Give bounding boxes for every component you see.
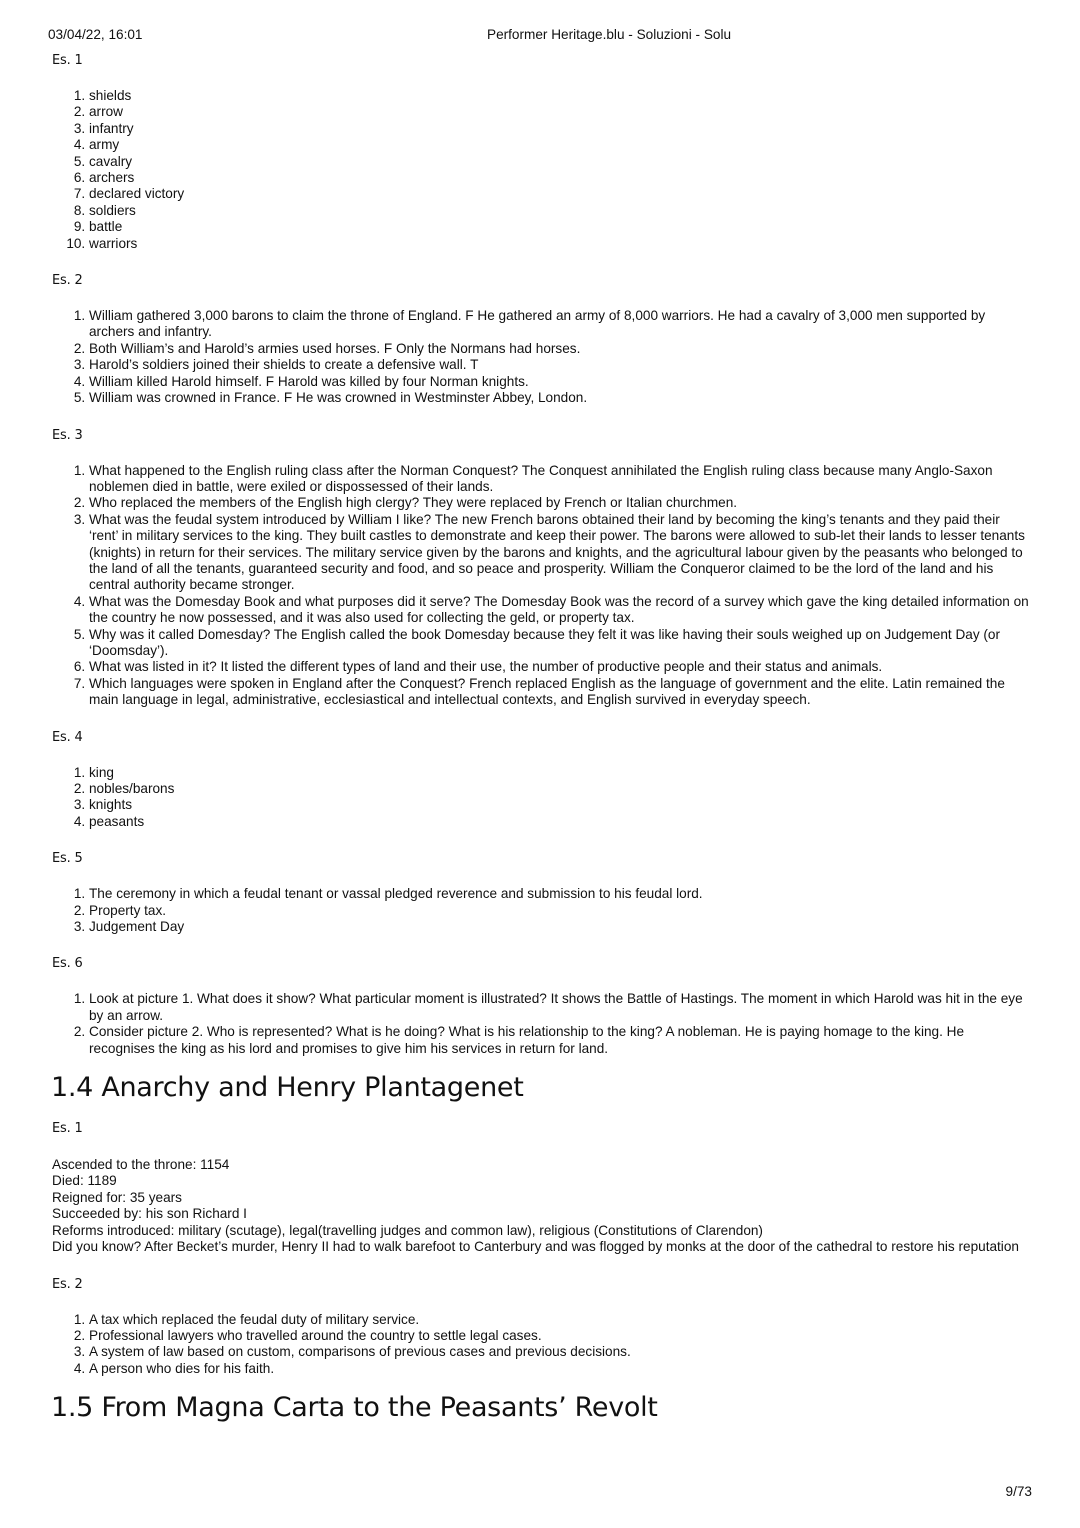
list-item: 10. warriors: [89, 236, 1032, 252]
exercise-label: Es. 4: [52, 729, 83, 745]
fact-sheet: [52, 1157, 1032, 1255]
exercise-label: Es. 1: [52, 53, 83, 68]
fact-line: Reforms introduced: military (scutage), legal(travelling judges and common law), religious (Constitutions of Clarendon): [52, 1222, 763, 1238]
answer-list: [52, 886, 1032, 935]
answer-list: [52, 308, 1032, 406]
list-item: 5. Why was it called Domesday? The English called the book Domesday because they felt it was like having their souls weighed up on Judgement Day (or ‘Doomsday’).: [89, 627, 1032, 660]
exercise-label: Es. 3: [52, 427, 83, 443]
list-item: 4. William killed Harold himself. F Harold was killed by four Norman knights.: [89, 374, 1032, 390]
list-item: 5. William was crowned in France. F He was crowned in Westminster Abbey, London.: [89, 390, 1032, 406]
list-item: 4. A person who dies for his faith.: [89, 1361, 1032, 1377]
answer-list: [52, 991, 1032, 1057]
list-item: 5. cavalry: [89, 154, 1032, 170]
list-item: 2. Who replaced the members of the English high clergy? They were replaced by French or Italian churchmen.: [89, 495, 1032, 511]
list-item: 2. arrow: [89, 104, 1032, 120]
list-item: 1. William gathered 3,000 barons to claim the throne of England. F He gathered an army of 8,000 warriors. He had a cavalry of 3,000 men supported by archers and infantry.: [89, 308, 1032, 341]
exercise-label: Es. 6: [52, 956, 83, 972]
exercise-5: [52, 851, 1032, 935]
exercise-label: Es. 2: [52, 1276, 83, 1292]
section14-exercise-2: [52, 1277, 1032, 1378]
exercise-1: [52, 53, 1032, 252]
document-body: [52, 53, 1032, 1441]
list-item: 8. soldiers: [89, 203, 1032, 219]
fact-line: Died: 1189: [52, 1173, 117, 1189]
fact-line: Succeeded by: his son Richard I: [52, 1206, 247, 1222]
list-item: 1. Look at picture 1. What does it show? What particular moment is illustrated? It shows the Battle of Hastings. The moment in which Harold was hit in the eye by an arrow.: [89, 991, 1032, 1024]
exercise-label: Es. 2: [52, 273, 83, 289]
fact-line: Reigned for: 35 years: [52, 1189, 182, 1205]
print-date: 03/04/22, 16:01: [48, 27, 143, 42]
list-item: 6. archers: [89, 170, 1032, 186]
list-item: 4. What was the Domesday Book and what purposes did it serve? The Domesday Book was the record of a survey which gave the king detailed information on the country he now possessed, and it was also used for collecting the geld, or property tax.: [89, 594, 1032, 627]
section-heading: 1.5 From Magna Carta to the Peasants’ Revolt: [51, 1392, 658, 1424]
answer-list: [52, 463, 1032, 709]
list-item: 1. king: [89, 765, 1032, 781]
answer-list: [52, 88, 1032, 252]
exercise-3: [52, 428, 1032, 709]
list-item: 4. peasants: [89, 814, 1032, 830]
list-item: 3. What was the feudal system introduced by William I like? The new French barons obtained their land by becoming the king’s tenants and they paid their ‘rent’ in military services to the king. They built castles to demonstrate and keep their power. The barons were allowed to sub-let their lands to lesser tenants (knights) in return for their services. The military service given by the barons and knights, and the agricultural labour given by the peasants who belonged to the land of all the tenants, guaranteed security and food, and so peace and prosperity. William the Conqueror claimed to be the lord of the land and his central authority became stronger.: [89, 512, 1032, 594]
list-item: 1. What happened to the English ruling class after the Norman Conquest? The Conquest annihilated the English ruling class because many Anglo-Saxon noblemen died in battle, were exiled or dispossessed of their lands.: [89, 463, 1032, 496]
list-item: 3. Harold’s soldiers joined their shields to create a defensive wall. T: [89, 357, 1032, 373]
answer-list: [52, 1312, 1032, 1378]
print-title: Performer Heritage.blu - Soluzioni - Solu: [487, 27, 732, 42]
list-item: 2. Both William’s and Harold’s armies used horses. F Only the Normans had horses.: [89, 341, 1032, 357]
list-item: 2. nobles/barons: [89, 781, 1032, 797]
page-number: 9/73: [1005, 1484, 1032, 1499]
exercise-6: [52, 956, 1032, 1057]
list-item: 4. army: [89, 137, 1032, 153]
exercise-label: Es. 5: [52, 851, 83, 867]
exercise-4: [52, 730, 1032, 831]
list-item: 3. Judgement Day: [89, 919, 1032, 935]
list-item: 9. battle: [89, 219, 1032, 235]
answer-list: [52, 765, 1032, 831]
list-item: 2. Consider picture 2. Who is represented? What is he doing? What is his relationship to the king? A nobleman. He is paying homage to the king. He recognises the king as his lord and promises to give him his services in return for land.: [89, 1024, 1032, 1057]
list-item: 1. shields: [89, 88, 1032, 104]
fact-line: Did you know? After Becket’s murder, Henry II had to walk barefoot to Canterbury and was flogged by monks at the door of the cathedral to restore his reputation: [52, 1239, 1019, 1255]
list-item: 6. What was listed in it? It listed the different types of land and their use, the number of productive people and their status and animals.: [89, 659, 1032, 675]
list-item: 3. knights: [89, 797, 1032, 813]
list-item: 1. The ceremony in which a feudal tenant or vassal pledged reverence and submission to his feudal lord.: [89, 886, 1032, 902]
list-item: 2. Professional lawyers who travelled around the country to settle legal cases.: [89, 1328, 1032, 1344]
list-item: 3. infantry: [89, 121, 1032, 137]
exercise-label: Es. 1: [52, 1121, 83, 1137]
list-item: 7. declared victory: [89, 186, 1032, 202]
fact-line: Ascended to the throne: 1154: [52, 1157, 230, 1173]
section-heading: 1.4 Anarchy and Henry Plantagenet: [51, 1072, 524, 1104]
list-item: 1. A tax which replaced the feudal duty of military service.: [89, 1312, 1032, 1328]
list-item: 3. A system of law based on custom, comparisons of previous cases and previous decisions.: [89, 1344, 1032, 1360]
section14-exercise-1: [52, 1121, 1032, 1255]
list-item: 2. Property tax.: [89, 903, 1032, 919]
exercise-2: [52, 273, 1032, 406]
list-item: 7. Which languages were spoken in England after the Conquest? French replaced English as the language of government and the elite. Latin remained the main language in legal, administrative, ecclesiastical and intellectual contexts, and English survived in everyday speech.: [89, 676, 1032, 709]
